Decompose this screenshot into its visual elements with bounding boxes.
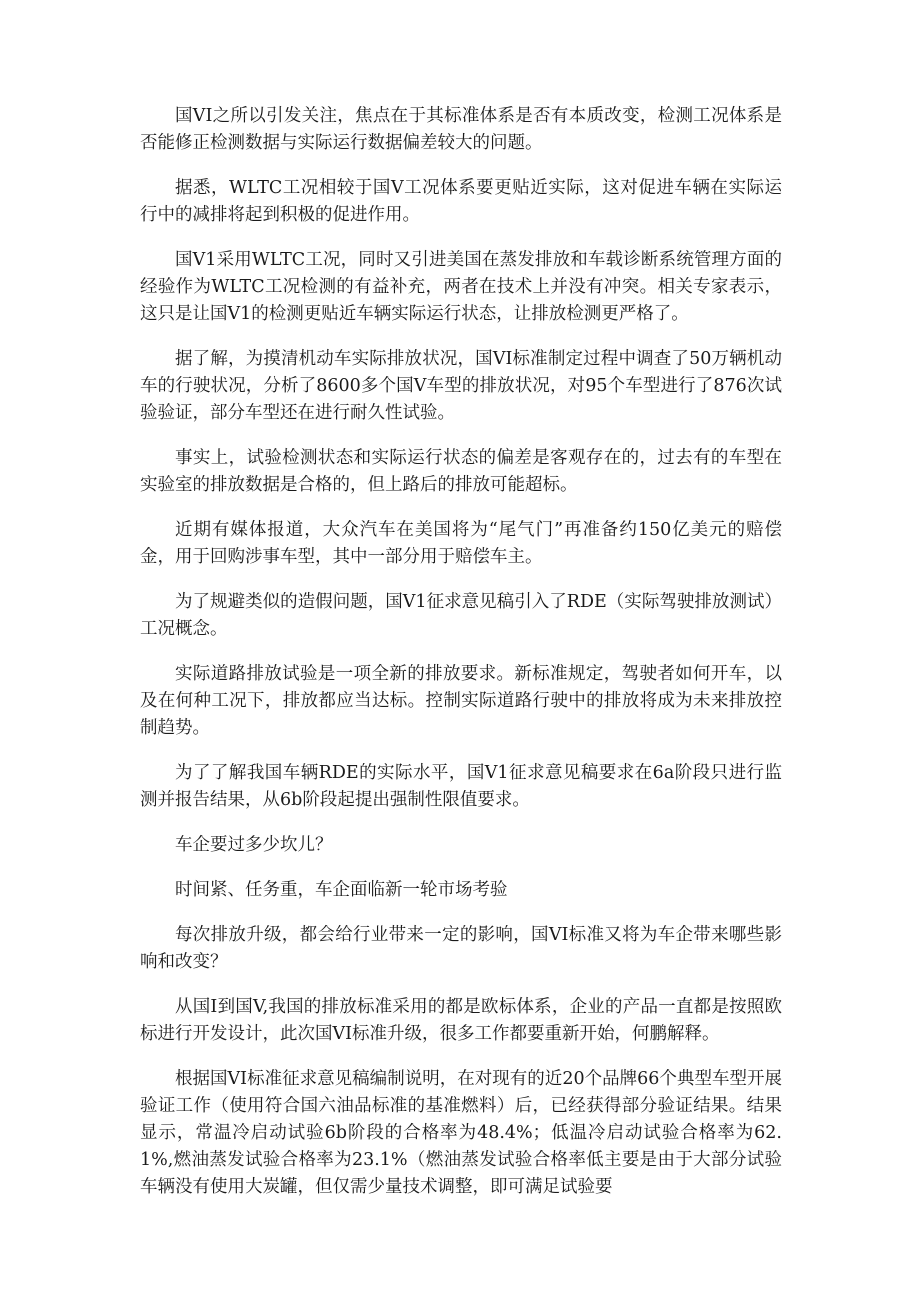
paragraph: 从国I到国V,我国的排放标准采用的都是欧标体系，企业的产品一直都是按照欧标进行开发设计，此次国VI标准升级，很多工作都要重新开始，何鹏解释。 xyxy=(140,997,782,1044)
paragraph: 为了规避类似的造假问题，国V1征求意见稿引入了RDE（实际驾驶排放测试）工况概念。 xyxy=(140,592,782,639)
paragraph: 根据国VI标准征求意见稿编制说明，在对现有的近20个品牌66个典型车型开展验证工作（使用符合国六油品标准的基准燃料）后，已经获得部分验证结果。结果显示，常温冷启动试验6b阶段的合格率为48.4%；低温冷启动试验合格率为62.1%,燃油蒸发试验合格率为23.1%（燃油蒸发试验合格率低主要是由于大部分试验车辆没有使用大炭罐，但仅需少量技术调整，即可满足试验要 xyxy=(140,1069,782,1197)
paragraph: 国VI之所以引发关注，焦点在于其标准体系是否有本质改变，检测工况体系是否能修正检测数据与实际运行数据偏差较大的问题。 xyxy=(140,106,782,153)
article-body xyxy=(140,103,782,1219)
paragraph: 事实上，试验检测状态和实际运行状态的偏差是客观存在的，过去有的车型在实验室的排放数据是合格的，但上路后的排放可能超标。 xyxy=(140,448,782,495)
paragraph: 近期有媒体报道，大众汽车在美国将为“尾气门”再准备约150亿美元的赔偿金，用于回购涉事车型，其中一部分用于赔偿车主。 xyxy=(140,520,782,567)
paragraph: 据了解，为摸清机动车实际排放状况，国VI标准制定过程中调查了50万辆机动车的行驶状况，分析了8600多个国V车型的排放状况，对95个车型进行了876次试验验证，部分车型还在进行耐久性试验。 xyxy=(140,349,782,423)
paragraph: 每次排放升级，都会给行业带来一定的影响，国VI标准又将为车企带来哪些影响和改变？ xyxy=(140,925,782,972)
section-subheading: 时间紧、任务重，车企面临新一轮市场考验 xyxy=(175,880,508,900)
section-question: 车企要过多少坎儿？ xyxy=(175,835,333,855)
paragraph: 据悉，WLTC工况相较于国V工况体系要更贴近实际，这对促进车辆在实际运行中的减排将起到积极的促进作用。 xyxy=(140,178,782,225)
paragraph: 实际道路排放试验是一项全新的排放要求。新标准规定，驾驶者如何开车，以及在何种工况下，排放都应当达标。控制实际道路行驶中的排放将成为未来排放控制趋势。 xyxy=(140,664,782,738)
paragraph: 国V1采用WLTC工况，同时又引进美国在蒸发排放和车载诊断系统管理方面的经验作为WLTC工况检测的有益补充，两者在技术上并没有冲突。相关专家表示，这只是让国V1的检测更贴近车辆实际运行状态，让排放检测更严格了。 xyxy=(140,250,782,324)
paragraph: 为了了解我国车辆RDE的实际水平，国V1征求意见稿要求在6a阶段只进行监测并报告结果，从6b阶段起提出强制性限值要求。 xyxy=(140,763,782,810)
